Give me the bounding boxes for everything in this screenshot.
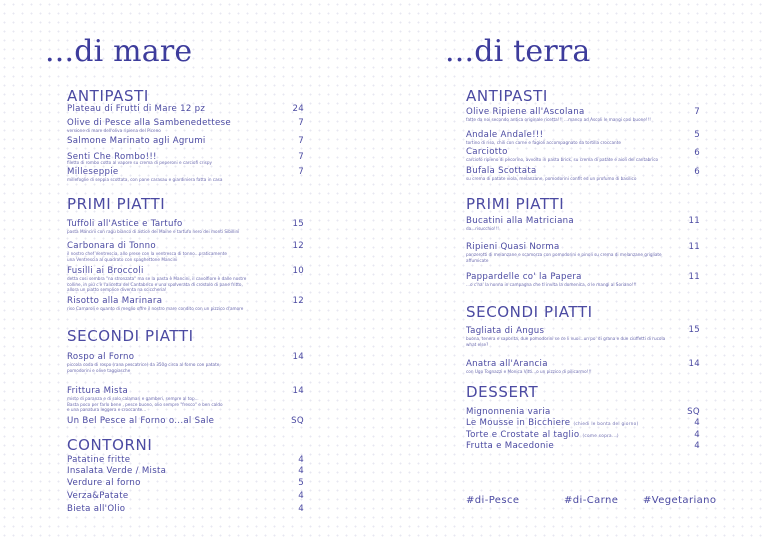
terra-antipasti-heading: ANTIPASTI [466, 87, 548, 105]
contorni-heading: CONTORNI [67, 436, 153, 454]
menu-item-price: 7 [298, 118, 304, 128]
dessert-heading: DESSERT [466, 383, 539, 401]
menu-item-price: 4 [694, 418, 700, 428]
menu-item-price: 7 [298, 136, 304, 146]
menu-item-price: 4 [694, 441, 700, 451]
menu-item-desc: panzerotti di melanzane e scamorza con pomodorini e pinoli su crema di melanzane grigliate [466, 252, 662, 257]
menu-item-price: SQ [687, 407, 700, 417]
menu-item-desc: pasta Mancini con ragù bianco di astice dei Maine e tartufo nero dei monti Sibillini [67, 229, 240, 234]
menu-item-price: 6 [694, 148, 700, 158]
menu-item-desc: e una panatura leggera e croccante... [67, 407, 147, 412]
menu-item-name: Verza&Patate [67, 491, 129, 501]
title-mare: ...di mare [45, 34, 193, 69]
menu-item-desc: filetto di rombo cotto al vapore su crema di peperoni e carciofi crispy [67, 160, 212, 165]
menu-item-name: Torte e Crostate al taglio (come sopra...) [466, 430, 619, 440]
menu-item-desc: versione di mare dell'oliva ripiena del Piceno [67, 128, 161, 133]
menu-item-price: 24 [292, 104, 304, 114]
menu-item-name: Tuffoli all'Astice e Tartufo [67, 219, 183, 229]
menu-item-name: Mignonnenia varia [466, 407, 551, 417]
tag-pesce: #di-Pesce [466, 495, 520, 506]
menu-item-name: Bucatini alla Matriciana [466, 216, 574, 226]
menu-item-price: 5 [694, 130, 700, 140]
menu-item-name: Tagliata di Angus [466, 326, 545, 336]
menu-item-name: Frutta e Macedonie [466, 441, 554, 451]
menu-item-name: Pappardelle co' la Papera [466, 272, 582, 282]
menu-item-price: 15 [292, 219, 304, 229]
menu-item-desc: una Ventrescia al quadrato con spaghettone Mancini [67, 256, 178, 262]
menu-item-desc: detta cosi sembra "na stronzata" ma se la pasta è Mancini, il cavolfiore è dalle nostre [67, 276, 247, 281]
title-terra: ...di terra [445, 34, 591, 69]
menu-item-name: Carbonara di Tonno [67, 241, 156, 251]
menu-item-desc: Basta poco per farlo bene , pesce buono, olio sempre "fresco" e ben caldo [67, 401, 223, 407]
menu-item-desc: con Ugo Tognazzi e Monica Vitti...o un pizzico di pilicarmo!!! [466, 369, 592, 374]
menu-item-note: (come sopra...) [582, 433, 619, 438]
menu-item-name: Le Mousse in Bicchiere (chiedi le bonta del giorno) [466, 418, 639, 428]
menu-item-desc: da...risucchio!!! [466, 226, 499, 231]
menu-item-name: Olive di Pesce alla Sambenedettese [67, 118, 231, 128]
menu-item-desc: piccola coda di rospo (rana pescatrice) da 350g circa al forno con patate, [67, 362, 221, 367]
menu-item-price: 7 [694, 107, 700, 117]
menu-item-desc: fatte da noi secondo antica originale ricetta!!! ...manco ad Ascoli le mangi così buone!!! [466, 117, 651, 122]
menu-item-price: 14 [688, 359, 700, 369]
menu-item-name: Risotto alla Marinara [67, 296, 163, 306]
menu-item-desc: affumicate [466, 257, 489, 263]
menu-item-price: 12 [292, 241, 304, 251]
menu-item-price: 11 [688, 272, 700, 282]
menu-item-name: Insalata Verde / Mista [67, 466, 167, 476]
menu-item-name: Senti Che Rombo!!! [67, 152, 157, 162]
menu-item-price: 4 [694, 430, 700, 440]
mare-primi-heading: PRIMI PIATTI [67, 195, 166, 213]
menu-item-name: Olive Ripiene all'Ascolana [466, 107, 585, 117]
menu-item-desc: millefoglie di seppia scottata, con pane carasau e giardiniera fatta in casa [67, 177, 223, 182]
menu-item-price: 15 [688, 325, 700, 335]
menu-item-desc: riso Carnaroli e quanto di meglio offre il nostro mare condito con un pizzico d'amore [67, 306, 244, 311]
tag-carne: #di-Carne [564, 495, 619, 506]
menu-item-name: Milleseppie [67, 167, 119, 177]
menu-item-desc: what else? [466, 341, 489, 347]
menu-item-price: 14 [292, 386, 304, 396]
menu-item-name: Bufala Scottata [466, 166, 537, 176]
menu-item-name: Rospo al Forno [67, 352, 135, 362]
menu-item-price: 4 [298, 466, 304, 476]
menu-item-name: Ripieni Quasi Norma [466, 242, 560, 252]
menu-item-price: 14 [292, 352, 304, 362]
menu-item-name: Anatra all'Arancia [466, 359, 548, 369]
menu-item-name: Patatine fritte [67, 455, 131, 465]
menu-item-desc: ...o c'ha' la nonna in campagna che ti invita la domenica, o le mangi al Soriano!!! [466, 282, 637, 287]
menu-item-name: Bieta all'Olio [67, 504, 126, 514]
menu-item-price: 10 [292, 266, 304, 276]
menu-item-price: 4 [298, 504, 304, 514]
menu-item-name: Verdure al forno [67, 478, 141, 488]
terra-secondi-heading: SECONDI PIATTI [466, 303, 593, 321]
tag-vegetariano: #Vegetariano [643, 495, 717, 506]
mare-secondi-heading: SECONDI PIATTI [67, 327, 194, 345]
menu-item-price: 11 [688, 216, 700, 226]
menu-item-price: SQ [291, 416, 304, 426]
menu-item-note: (chiedi le bonta del giorno) [573, 421, 639, 426]
menu-item-name: Fusilli ai Broccoli [67, 266, 144, 276]
menu-item-desc: tortino di riso, chili con carne e fagioli accompagnato da tortilla croccante [466, 140, 621, 145]
menu-item-price: 7 [298, 152, 304, 162]
menu-item-name: Carciotto [466, 147, 508, 157]
menu-item-name: Salmone Marinato agli Agrumi [67, 136, 206, 146]
menu-item-desc: il nostro chef Ventrescia, allo prese con la ventresca di tonno...praticamente [67, 251, 227, 256]
menu-item-price: 12 [292, 296, 304, 306]
menu-item-price: 6 [694, 167, 700, 177]
menu-item-price: 5 [298, 478, 304, 488]
menu-item-price: 4 [298, 491, 304, 501]
menu-item-price: 7 [298, 167, 304, 177]
menu-item-desc: pomodorini e olive taggiasche [67, 368, 131, 373]
menu-item-desc: carciofo ripieno di pecorino, avvolto in pasta brick, su crema di patate e aioli del cantabrico [466, 157, 659, 162]
menu-item-name: Andale Andale!!! [466, 130, 544, 140]
menu-item-name: Plateau di Frutti di Mare 12 pz [67, 104, 206, 114]
menu-item-desc: colline, in più c'è l'alicetta del Cantabrico e una spolverata di crostolo di pane fritto, [67, 281, 243, 287]
menu-item-desc: misto di paranza e di solo calamari e gamberi, sempre al top... [67, 396, 199, 401]
mare-antipasti-heading: ANTIPASTI [67, 87, 149, 105]
menu-item-desc: su crema di patate viola, melanzane, pomodorini confit ed un profumo di basilico [466, 176, 637, 181]
menu-item-desc: allora un piatto semplice diventa na sciccheria! [67, 287, 167, 292]
menu-item-price: 4 [298, 455, 304, 465]
menu-item-name: Frittura Mista [67, 386, 129, 396]
menu-item-name: Un Bel Pesce al Forno o...al Sale [67, 416, 215, 426]
menu-item-price: 11 [688, 242, 700, 252]
menu-item-desc: buona, tenera e saporita, due pomodorini se ce li vuoi...un po' di grana e due ciuffetti di rucola [466, 336, 666, 341]
terra-primi-heading: PRIMI PIATTI [466, 195, 565, 213]
